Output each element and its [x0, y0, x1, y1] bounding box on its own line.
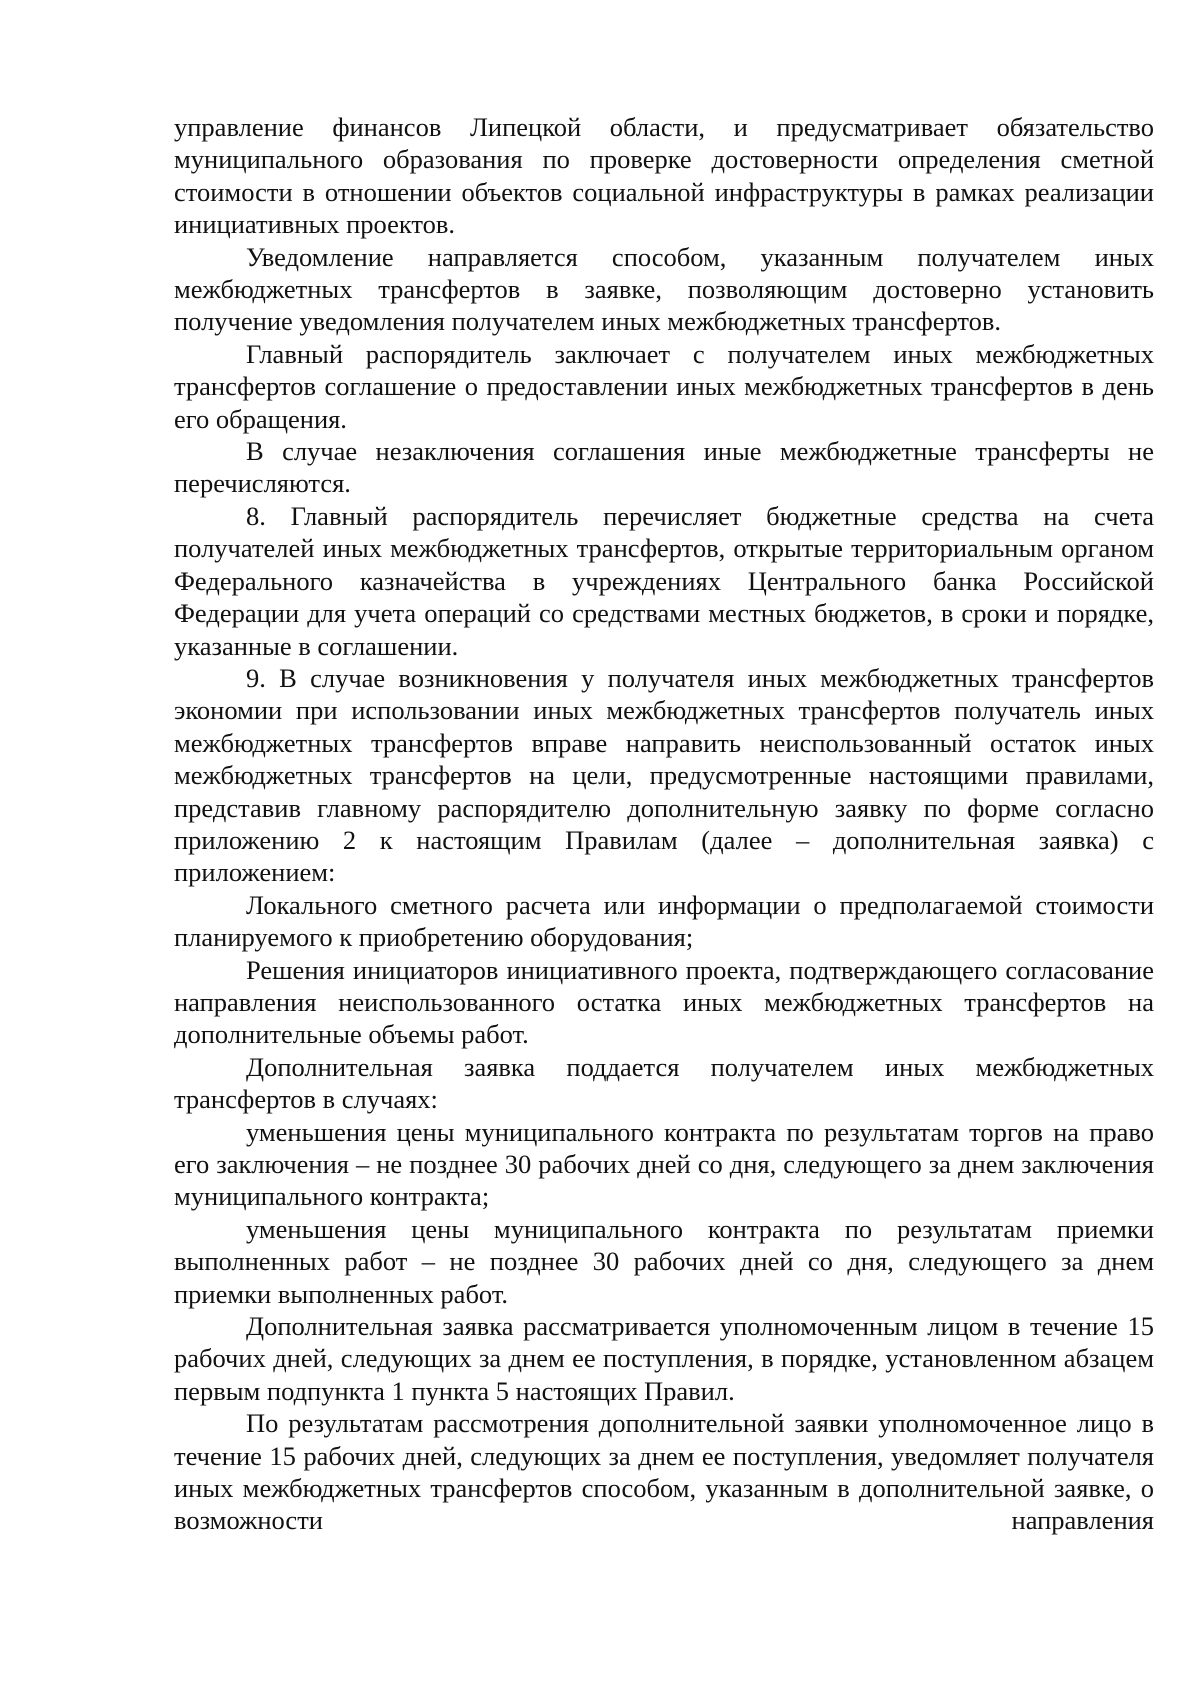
paragraph-review-results: По результатам рассмотрения дополнительной заявки уполномоченное лицо в течение 15 рабочих дней, следующих за днем ее поступления, уведомляет получателя иных межбюджетных трансфертов способом, указанным в дополнительной заявке, о возможности направления — [174, 1408, 1154, 1536]
document-body — [174, 111, 1154, 1537]
paragraph-case-tender: уменьшения цены муниципального контракта по результатам торгов на право его заключения – не позднее 30 рабочих дней со дня, следующего за днем заключения муниципального контракта; — [174, 1116, 1154, 1212]
paragraph-case-acceptance: уменьшения цены муниципального контракта по результатам приемки выполненных работ – не позднее 30 рабочих дней со дня, следующего за днем приемки выполненных работ. — [174, 1213, 1154, 1309]
paragraph-initiators-decision: Решения инициаторов инициативного проекта, подтверждающего согласование направления неиспользованного остатка иных межбюджетных трансфертов на дополнительные объемы работ. — [174, 954, 1154, 1050]
paragraph-item-9: 9. В случае возникновения у получателя иных межбюджетных трансфертов экономии при использовании иных межбюджетных трансфертов получатель иных межбюджетных трансфертов вправе направить неиспользованный остаток иных межбюджетных трансфертов на цели, предусмотренные настоящими правилами, представив главному распорядителю дополнительную заявку по форме согласно приложению 2 к настоящим Правилам (далее – дополнительная заявка) с приложением: — [174, 662, 1154, 888]
paragraph-item-8: 8. Главный распорядитель перечисляет бюджетные средства на счета получателей иных межбюджетных трансфертов, открытые территориальным органом Федерального казначейства в учреждениях Центрального банка Российской Федерации для учета операций со средствами местных бюджетов, в сроки и порядке, указанные в соглашении. — [174, 500, 1154, 661]
paragraph-no-agreement: В случае незаключения соглашения иные межбюджетные трансферты не перечисляются. — [174, 436, 1154, 499]
paragraph-local-estimate: Локального сметного расчета или информации о предполагаемой стоимости планируемого к приобретению оборудования; — [174, 889, 1154, 953]
paragraph-agreement-conclusion: Главный распорядитель заключает с получателем иных межбюджетных трансфертов соглашение о предоставлении иных межбюджетных трансфертов в день его обращения. — [174, 338, 1154, 434]
paragraph-review-period: Дополнительная заявка рассматривается уполномоченным лицом в течение 15 рабочих дней, следующих за днем ее поступления, в порядке, установленном абзацем первым подпункта 1 пункта 5 настоящих Правил. — [174, 1311, 1154, 1406]
paragraph-continuation: управление финансов Липецкой области, и предусматривает обязательство муниципального образования по проверке достоверности определения сметной стоимости в отношении объектов социальной инфраструктуры в рамках реализации инициативных проектов. — [174, 112, 1154, 240]
paragraph-notification-method: Уведомление направляется способом, указанным получателем иных межбюджетных трансфертов в заявке, позволяющим достоверно установить получение уведомления получателем иных межбюджетных трансфертов. — [174, 241, 1154, 337]
paragraph-additional-request-cases: Дополнительная заявка поддается получателем иных межбюджетных трансфертов в случаях: — [174, 1051, 1154, 1115]
